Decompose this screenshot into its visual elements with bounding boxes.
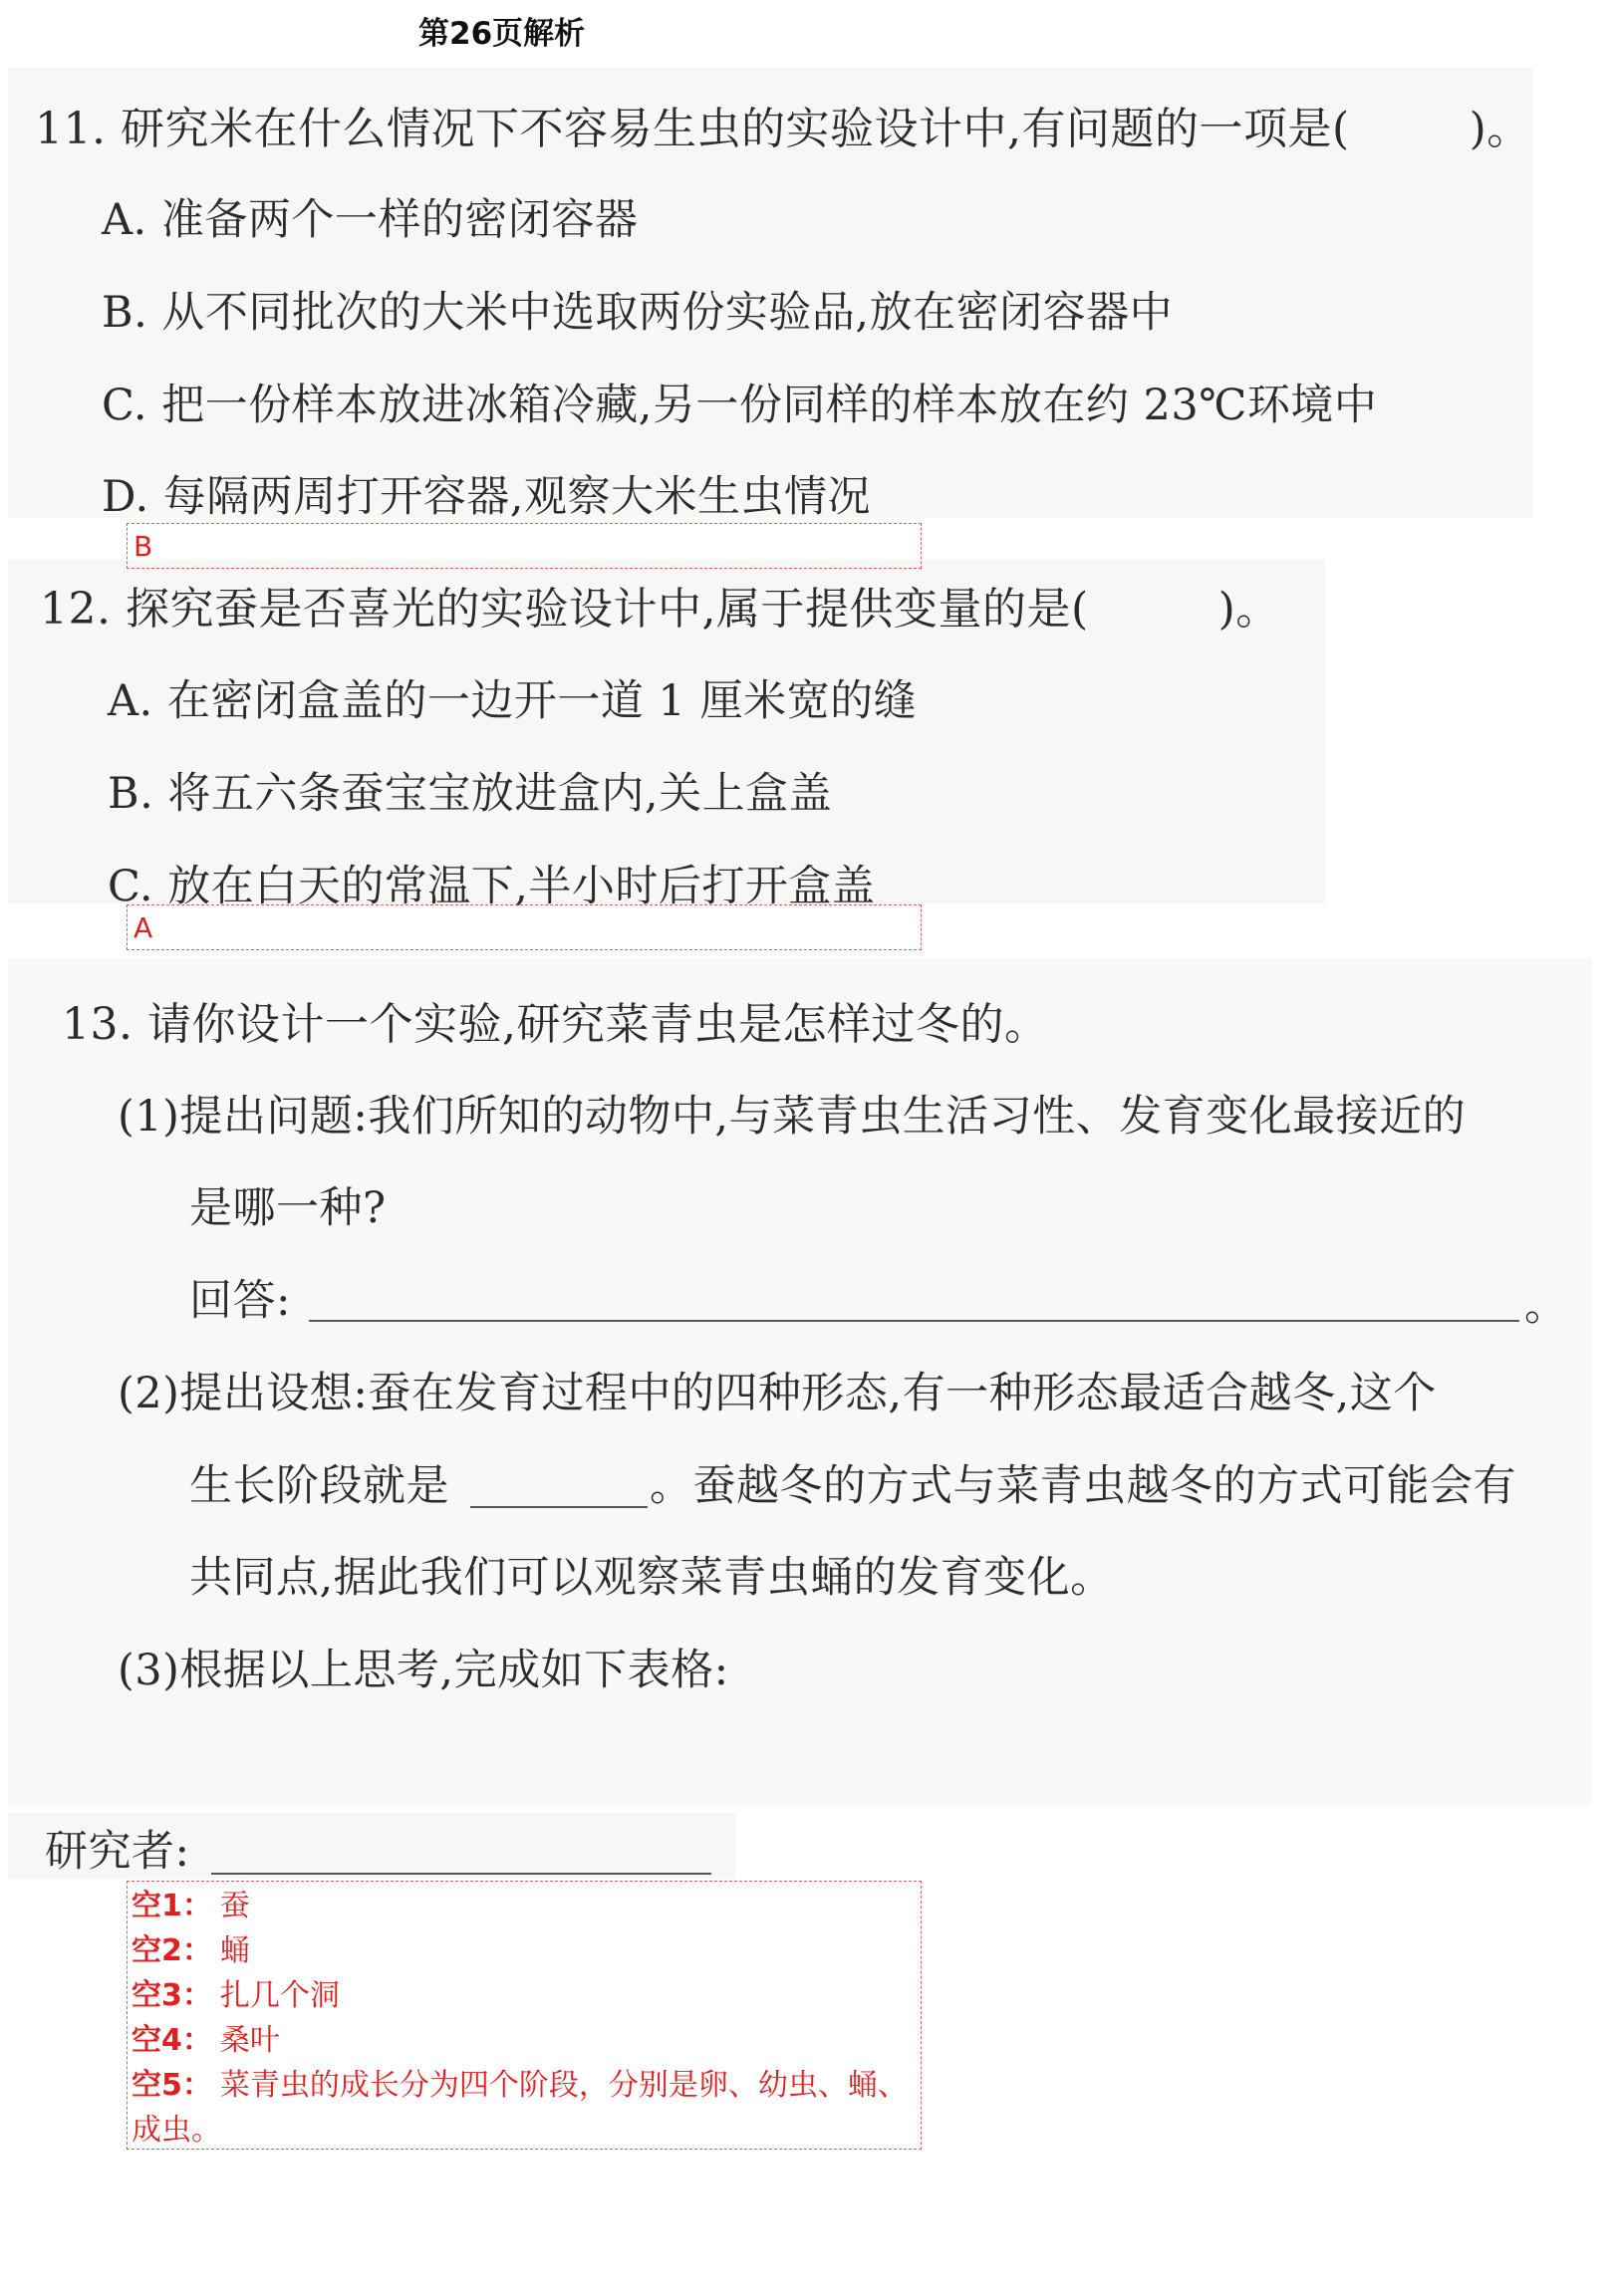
q12-option-b: B. 将五六条蚕宝宝放进盒内,关上盒盖	[108, 769, 833, 819]
q13-part2-line2-a: 生长阶段就是	[189, 1461, 449, 1511]
answer-value: 扎几个洞	[219, 1978, 340, 2013]
q13-part1-answer-label: 回答:	[189, 1276, 291, 1326]
answers-list	[132, 1884, 913, 2153]
q11-stem	[35, 104, 1531, 154]
q12-answer: A	[134, 911, 153, 944]
page-title: 第26页解析	[418, 16, 586, 52]
q11-option-b: B. 从不同批次的大米中选取两份实验品,放在密闭容器中	[102, 288, 1174, 338]
q11-option-a: A. 准备两个一样的密闭容器	[102, 195, 639, 245]
researcher-blank[interactable]	[211, 1873, 711, 1875]
q11-stem-text: 11. 研究米在什么情况下不容易生虫的实验设计中,有问题的一项是(	[35, 104, 1350, 154]
researcher-label: 研究者:	[45, 1827, 190, 1877]
answer-key: 空3：	[132, 1978, 212, 2013]
answers-box	[127, 1881, 922, 2150]
q13-part2-line2-b: 。蚕越冬的方式与菜青虫越冬的方式可能会有	[650, 1461, 1516, 1511]
answer-row-1	[132, 1884, 913, 1928]
q12-stem	[40, 584, 1280, 635]
q13-part2-line1: (2)提出设想:蚕在发育过程中的四种形态,有一种形态最适合越冬,这个	[118, 1369, 1437, 1418]
answer-row-5	[132, 2063, 913, 2153]
answer-value: 蚕	[219, 1889, 250, 1923]
q13-part1-line1: (1)提出问题:我们所知的动物中,与菜青虫生活习性、发育变化最接近的	[118, 1092, 1467, 1142]
q12-answer-box	[127, 904, 922, 950]
q11-answer-box	[127, 523, 922, 569]
q11-option-d: D. 每隔两周打开容器,观察大米生虫情况	[102, 472, 871, 522]
answer-row-4	[132, 2018, 913, 2063]
q13-part2-line3: 共同点,据此我们可以观察菜青虫蛹的发育变化。	[189, 1553, 1114, 1603]
q13-part1-line2: 是哪一种?	[189, 1183, 387, 1233]
q13-part1-answer-end: 。	[1524, 1281, 1568, 1331]
answer-row-2	[132, 1928, 913, 1973]
q12-stem-text: 12. 探究蚕是否喜光的实验设计中,属于提供变量的是(	[40, 584, 1089, 635]
q12-option-c: C. 放在白天的常温下,半小时后打开盒盖	[108, 862, 876, 911]
answer-value: 菜青虫的成长分为四个阶段，分别是卵、幼虫、蛹、成虫。	[132, 2068, 908, 2148]
q11-stem-end: )。	[1469, 104, 1531, 154]
answer-key: 空5：	[132, 2068, 212, 2103]
answer-key: 空4：	[132, 2023, 212, 2058]
q12-stem-end: )。	[1217, 584, 1280, 635]
answer-value: 桑叶	[219, 2023, 280, 2058]
q11-option-c: C. 把一份样本放进冰箱冷藏,另一份同样的样本放在约 23℃环境中	[102, 381, 1378, 430]
answer-value: 蛹	[219, 1933, 250, 1968]
answer-row-3	[132, 1973, 913, 2018]
q12-option-a: A. 在密闭盒盖的一边开一道 1 厘米宽的缝	[108, 676, 918, 726]
q13-part1-answer-blank[interactable]	[309, 1320, 1519, 1322]
q11-answer: B	[134, 530, 153, 563]
q13-part2-blank[interactable]	[470, 1506, 648, 1508]
q13-stem: 13. 请你设计一个实验,研究菜青虫是怎样过冬的。	[62, 999, 1049, 1050]
answer-key: 空1：	[132, 1889, 212, 1923]
q13-part3: (3)根据以上思考,完成如下表格:	[118, 1646, 729, 1695]
answer-key: 空2：	[132, 1933, 212, 1968]
